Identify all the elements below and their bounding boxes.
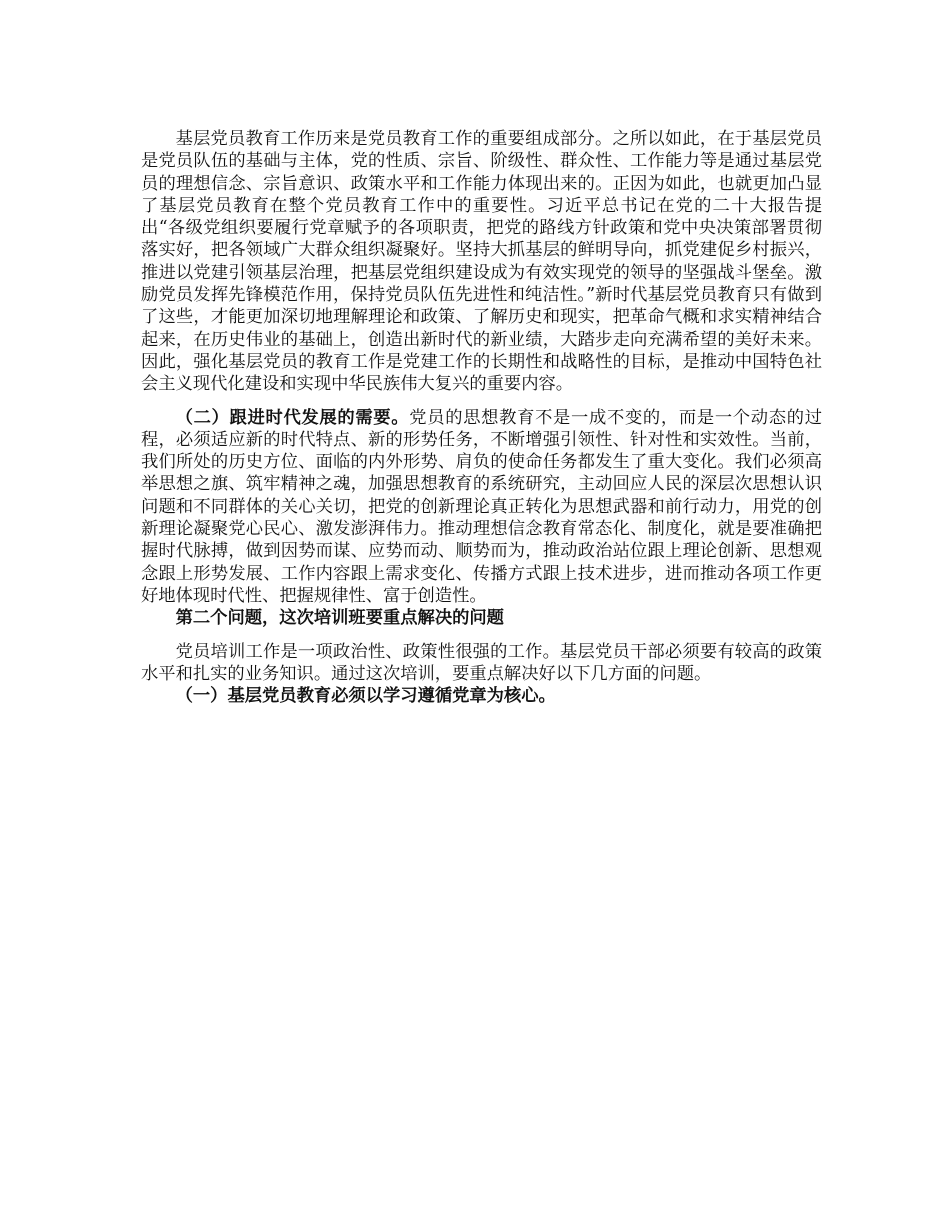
paragraph-party-education-importance: 基层党员教育工作历来是党员教育工作的重要组成部分。之所以如此，在于基层党员是党员队伍的基础与主体，党的性质、宗旨、阶级性、群众性、工作能力等是通过基层党员的理想信念、宗旨意识、政策水平和工作能力体现出来的。正因为如此，也就更加凸显了基层党员教育在整个党员教育工作中的重要性。习近平总书记在党的二十大报告提出“各级党组织要履行党章赋予的各项职责，把党的路线方针政策和党中央决策部署贯彻落实好，把各领域广大群众组织凝聚好。坚持大抓基层的鲜明导向，抓党建促乡村振兴，推进以党建引领基层治理，把基层党组织建设成为有效实现党的领导的坚强战斗堡垒。激励党员发挥先锋模范作用，保持党员队伍先进性和纯洁性。”新时代基层党员教育只有做到了这些，才能更加深切地理解理论和政策、了解历史和现实，把革命气概和求实精神结合起来，在历史伟业的基础上，创造出新时代的新业绩，大踏步走向充满希望的美好未来。因此，强化基层党员的教育工作是党建工作的长期性和战略性的目标，是推动中国特色社会主义现代化建设和实现中华民族伟大复兴的重要内容。 xyxy=(141,129,822,395)
document-body xyxy=(141,128,822,707)
paragraph-lead-heading: （二）跟进时代发展的需要。 xyxy=(175,407,410,428)
section-heading-second-question: 第二个问题，这次培训班要重点解决的问题 xyxy=(175,608,504,629)
paragraph-body: 党员的思想教育不是一成不变的，而是一个动态的过程，必须适应新的时代特点、新的形势任务，不断增强引领性、针对性和实效性。当前，我们所处的历史方位、面临的内外形势、肩负的使命任务都发生了重大变化。我们必须高举思想之旗、筑牢精神之魂，加强思想教育的系统研究，主动回应人民的深层次思想认识问题和不同群体的关心关切，把党的创新理论真正转化为思想武器和前行动力，用党的创新理论凝聚党心民心、激发澎湃伟力。推动理想信念教育常态化、制度化，就是要准确把握时代脉搏，做到因势而谋、应势而动、顺势而为，推动政治站位跟上理论创新、思想观念跟上形势发展、工作内容跟上需求变化、传播方式跟上技术进步，进而推动各项工作更好地体现时代性、把握规律性、富于创造性。 xyxy=(141,407,822,606)
paragraph-training-goals: 党员培训工作是一项政治性、政策性很强的工作。基层党员干部必须要有较高的政策水平和扎实的业务知识。通过这次培训，要重点解决好以下几方面的问题。 xyxy=(141,641,822,684)
paragraph-keep-up-with-times xyxy=(141,407,822,608)
subsection-heading-party-constitution: （一）基层党员教育必须以学习遵循党章为核心。 xyxy=(175,686,556,707)
